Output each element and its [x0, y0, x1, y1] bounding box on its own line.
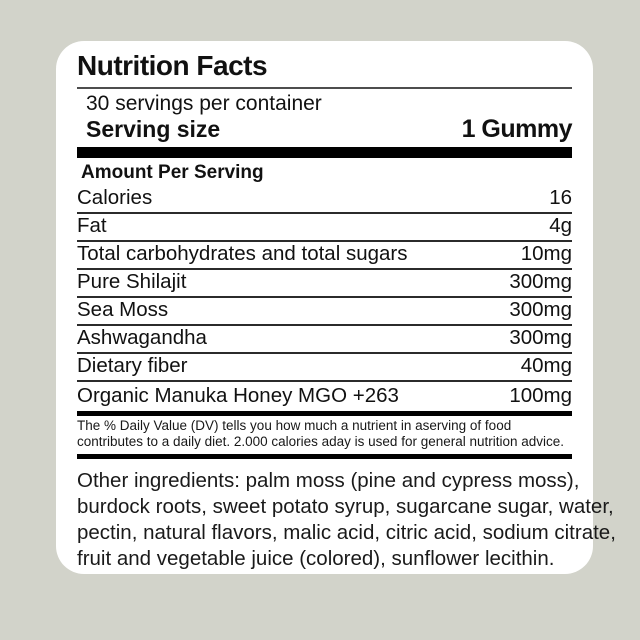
nutrient-value: 40mg [520, 354, 572, 377]
nutrient-value: 300mg [509, 298, 572, 321]
nutrient-value: 4g [549, 214, 572, 237]
nutrient-row [77, 298, 572, 326]
ingredients-line: burdock roots, sweet potato syrup, sugarcane sugar, water, [77, 495, 614, 518]
daily-value-footnote [77, 418, 572, 450]
footnote-line: The % Daily Value (DV) tells you how much a nutrient in aserving of food [77, 418, 512, 433]
ingredients-line: Other ingredients: palm moss (pine and cypress moss), [77, 469, 580, 492]
panel-title: Nutrition Facts [77, 50, 268, 81]
nutrient-name: Pure Shilajit [77, 270, 187, 293]
thick-divider-top [77, 147, 572, 158]
nutrient-value: 300mg [509, 326, 572, 349]
ingredients-line: fruit and vegetable juice (colored), sunflower lecithin. [77, 547, 555, 570]
other-ingredients-text [77, 468, 616, 572]
footnote-line: contributes to a daily diet. 2.000 calories aday is used for general nutrition advice. [77, 434, 565, 449]
nutrient-row [77, 382, 572, 410]
serving-size-label: Serving size [86, 116, 221, 142]
ingredients-line: pectin, natural flavors, malic acid, citric acid, sodium citrate, [77, 521, 616, 544]
nutrient-row [77, 242, 572, 270]
nutrient-name: Organic Manuka Honey MGO +263 [77, 384, 399, 407]
nutrient-row [77, 326, 572, 354]
thick-divider-mid [77, 411, 572, 416]
nutrient-name: Sea Moss [77, 298, 169, 321]
nutrition-facts-panel [56, 41, 616, 574]
serving-size-value: 1 Gummy [461, 115, 572, 143]
nutrient-value: 16 [549, 186, 572, 209]
nutrient-name: Dietary fiber [77, 354, 188, 377]
amount-per-serving-heading: Amount Per Serving [81, 162, 264, 183]
nutrient-row [77, 354, 572, 382]
nutrient-value: 100mg [509, 384, 572, 407]
nutrient-name: Calories [77, 186, 153, 209]
nutrient-value: 10mg [520, 242, 572, 265]
thick-divider-bottom [77, 454, 572, 459]
servings-per-container: 30 servings per container [86, 92, 322, 115]
nutrient-name: Ashwagandha [77, 326, 207, 349]
serving-size-row [77, 116, 572, 143]
nutrient-row [77, 186, 572, 214]
nutrient-table [77, 186, 572, 410]
nutrient-value: 300mg [509, 270, 572, 293]
nutrient-row [77, 270, 572, 298]
nutrient-name: Total carbohydrates and total sugars [77, 242, 408, 265]
nutrient-name: Fat [77, 214, 107, 237]
title-divider [77, 87, 572, 89]
nutrient-row [77, 214, 572, 242]
